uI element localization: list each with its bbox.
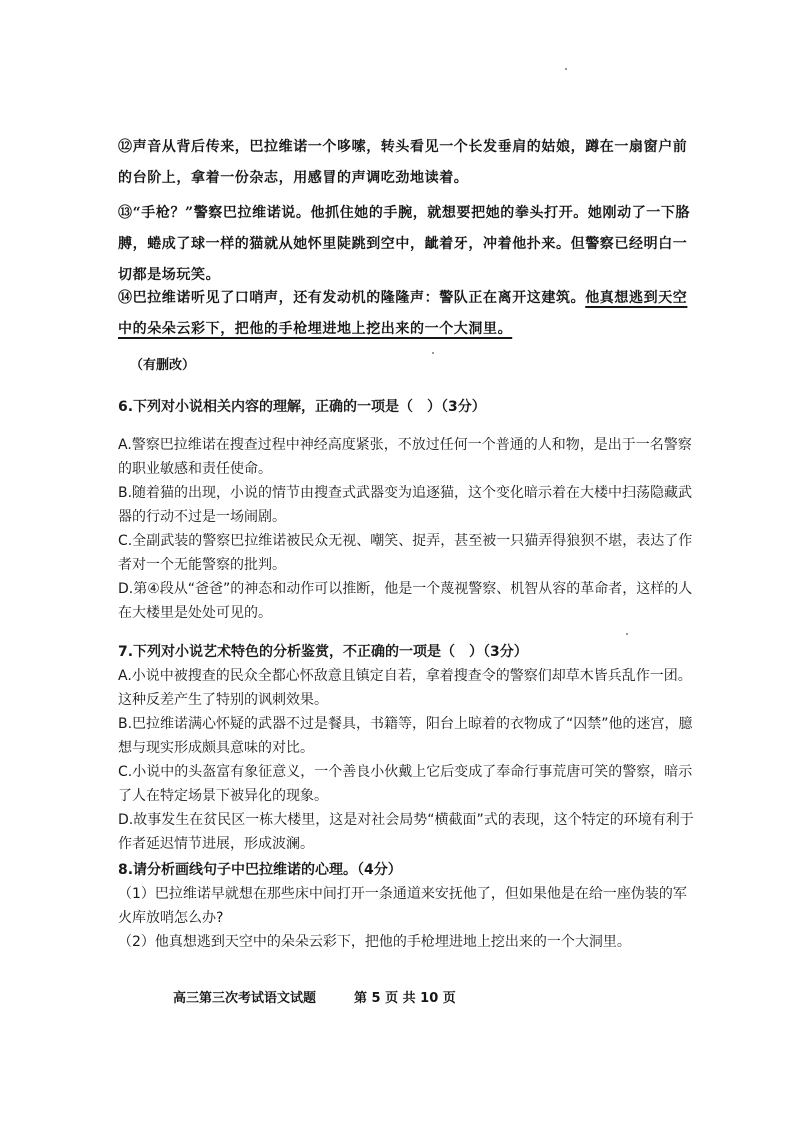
question-7-option-b: B.巴拉维诺满心怀疑的武器不过是餐具，书籍等，阳台上晾着的衣物成了“囚禁”他的迷宫，臆想与现实形成颇具意味的对比。 (118, 716, 693, 756)
question-8-item-2: （2）他真想逃到天空中的朵朵云彩下，把他的手枪埋进地上挖出来的一个大洞里。 (118, 934, 631, 950)
question-6-stem: 6.下列对小说相关内容的理解，正确的一项是（ ）（3分） (118, 399, 486, 415)
paragraph-14-text: ⑭巴拉维诺听见了口哨声，还有发动机的隆隆声：警队正在离开这建筑。 (118, 290, 586, 306)
scan-speck (565, 68, 567, 70)
abridged-note: （有删改） (130, 358, 196, 373)
question-6-options (118, 433, 700, 625)
question-6-option-b: B.随着猫的出现，小说的情节由搜查式武器变为追逐猫，这个变化暗示着在大楼中扫荡隐藏武器的行动不过是一场闹剧。 (118, 485, 693, 525)
scan-speck (432, 352, 434, 354)
passage-paragraph-13: ⑬“手枪？”警察巴拉维诺说。他抓住她的手腕，就想要把她的拳头打开。她刚动了一下胳膊，蜷成了球一样的猫就从她怀里陡跳到空中，龇着牙，冲着他扑来。但警察已经明白一切都是场玩笑。 (118, 205, 691, 283)
question-6-option-d: D.第④段从“爸爸”的神态和动作可以推断，他是一个蔑视警察、机智从容的革命者，这样的人在大楼里是处处可见的。 (118, 581, 693, 621)
scan-speck (626, 633, 628, 635)
footer-page-number: 第 5 页 共 10 页 (354, 991, 456, 1006)
question-8-stem: 8.请分析画线句子中巴拉维诺的心理。（4分） (118, 862, 402, 878)
underlined-sentence: 他真想逃到天空中的朵朵云彩下，把他的手枪埋进地上挖出来的一个大洞里。 (118, 290, 688, 337)
question-8-item-1: （1）巴拉维诺早就想在那些床中间打开一条通道来安抚他了，但如果他是在给一座伪装的军火库放哨怎么办? (118, 886, 687, 926)
question-6-option-c: C.全副武装的警察巴拉维诺被民众无视、嘲笑、捉弄，甚至被一只猫弄得狼狈不堪，表达了作者对一个无能警察的批判。 (118, 533, 693, 573)
footer-exam-title: 高三第三次考试语文试题 (173, 991, 317, 1006)
question-7-option-d: D.故事发生在贫民区一栋大楼里，这是对社会局势“横截面”式的表现，这个特定的环境有利于作者延迟情节进展，形成波澜。 (118, 812, 694, 852)
question-6-option-a: A.警察巴拉维诺在搜查过程中神经高度紧张，不放过任何一个普通的人和物，是出于一名警察的职业敏感和责任使命。 (118, 437, 692, 477)
question-7-stem: 7.下列对小说艺术特色的分析鉴赏，不正确的一项是（ ）（3分） (118, 644, 528, 660)
question-7-option-a: A.小说中被搜查的民众全都心怀敌意且镇定自若，拿着搜查令的警察们却草木皆兵乱作一团。这种反差产生了特别的讽刺效果。 (118, 668, 692, 708)
question-6 (118, 395, 700, 625)
question-7-option-c: C.小说中的头盔富有象征意义，一个善良小伙戴上它后变成了奉命行事荒唐可笑的警察，暗示了人在特定场景下被异化的现象。 (118, 764, 693, 804)
question-7 (118, 640, 700, 856)
passage-paragraph-14 (118, 283, 698, 345)
passage-paragraph-12: ⑫声音从背后传来，巴拉维诺一个哆嗦，转头看见一个长发垂肩的姑娘，蹲在一扇窗户前的台阶上，拿着一份杂志，用感冒的声调吃劲地读着。 (118, 139, 688, 186)
question-8 (118, 858, 700, 954)
